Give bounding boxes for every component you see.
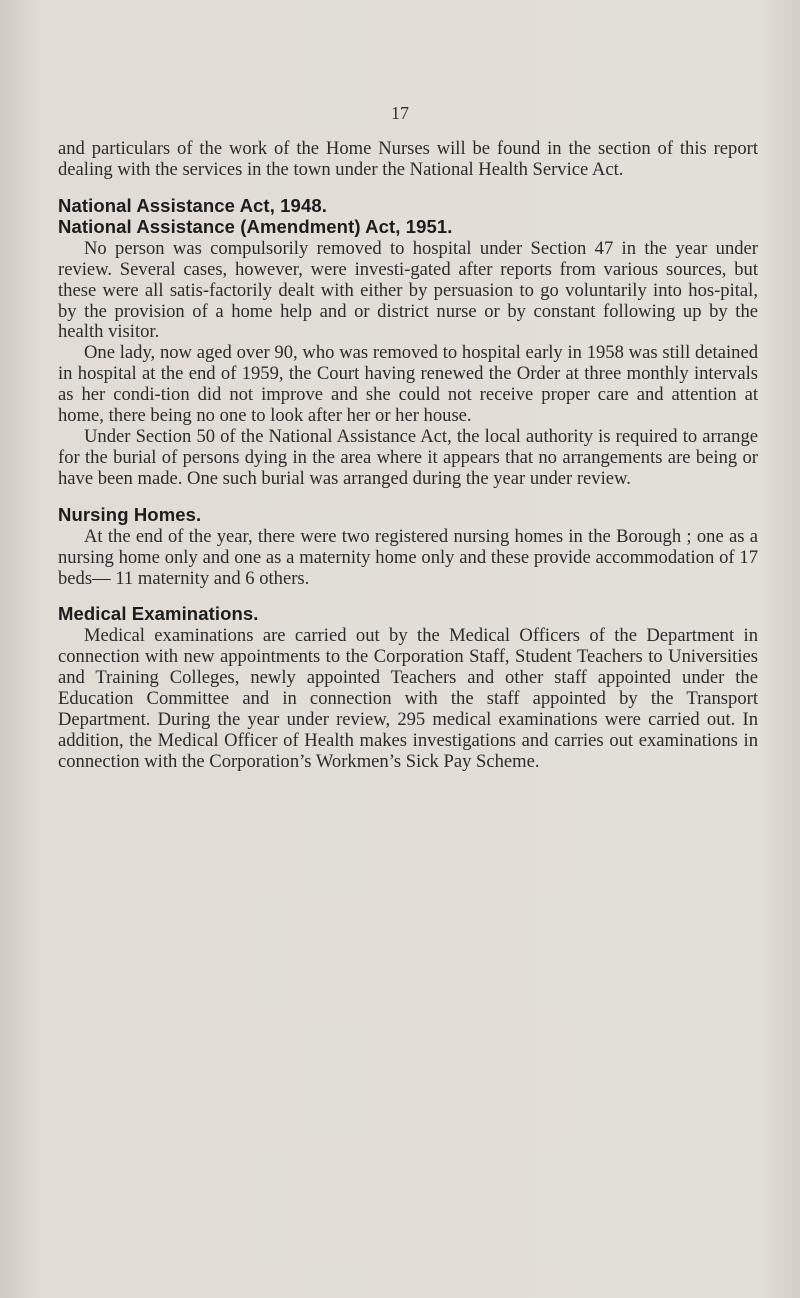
section-heading: Nursing Homes. [58,503,202,525]
paragraph: Medical examinations are carried out by the Medical Officers of the Department in connection with new appointments to the Corporation Staff, Student Teachers to Universities and Training Colleges, newly appointed Teachers and other staff appointed under the Education Committee and in connection with the staff appointed by the Transport Department. During the year under review, 295 medical examinations were carried out. In addition, the Medical Officer of Health makes investigations and carries out examinations in connection with the Corporation’s Workmen’s Sick Pay Scheme. [58,625,758,772]
intro-paragraph: and particulars of the work of the Home Nurses will be found in the section of this report dealing with the services in the town under the National Health Service Act. [58,138,758,180]
section-heading: National Assistance (Amendment) Act, 1951. [58,215,453,237]
section-medical-examinations [58,603,758,772]
paragraph: At the end of the year, there were two registered nursing homes in the Borough ; one as a nursing home only and one as a maternity home only and these provide accommodation of 17 beds— 11 maternity and 6 others. [58,525,758,589]
document-body [58,139,758,773]
page-number: 17 [391,103,409,123]
paragraph: Under Section 50 of the National Assistance Act, the local authority is required to arrange for the burial of persons dying in the area where it appears that no arrangements are being or have been made. One such burial was arranged during the year under review. [58,425,758,489]
paragraph: One lady, now aged over 90, who was removed to hospital early in 1958 was still detained in hospital at the end of 1959, the Court having renewed the Order at three monthly intervals as her condi-tion did not improve and she could not receive proper care and attention at home, there being no one to look after her or her house. [58,342,758,427]
paragraph: No person was compulsorily removed to hospital under Section 47 in the year under review. Several cases, however, were investi-gated after reports from various sources, but these were all satis-factorily dealt with either by persuasion to go voluntarily into hos-pital, by the provision of a home help and or district nurse or by constant following up by the health visitor. [58,237,758,343]
section-heading: National Assistance Act, 1948. [58,194,327,216]
section-national-assistance [58,195,758,490]
section-heading: Medical Examinations. [58,603,259,625]
section-nursing-homes [58,504,758,590]
